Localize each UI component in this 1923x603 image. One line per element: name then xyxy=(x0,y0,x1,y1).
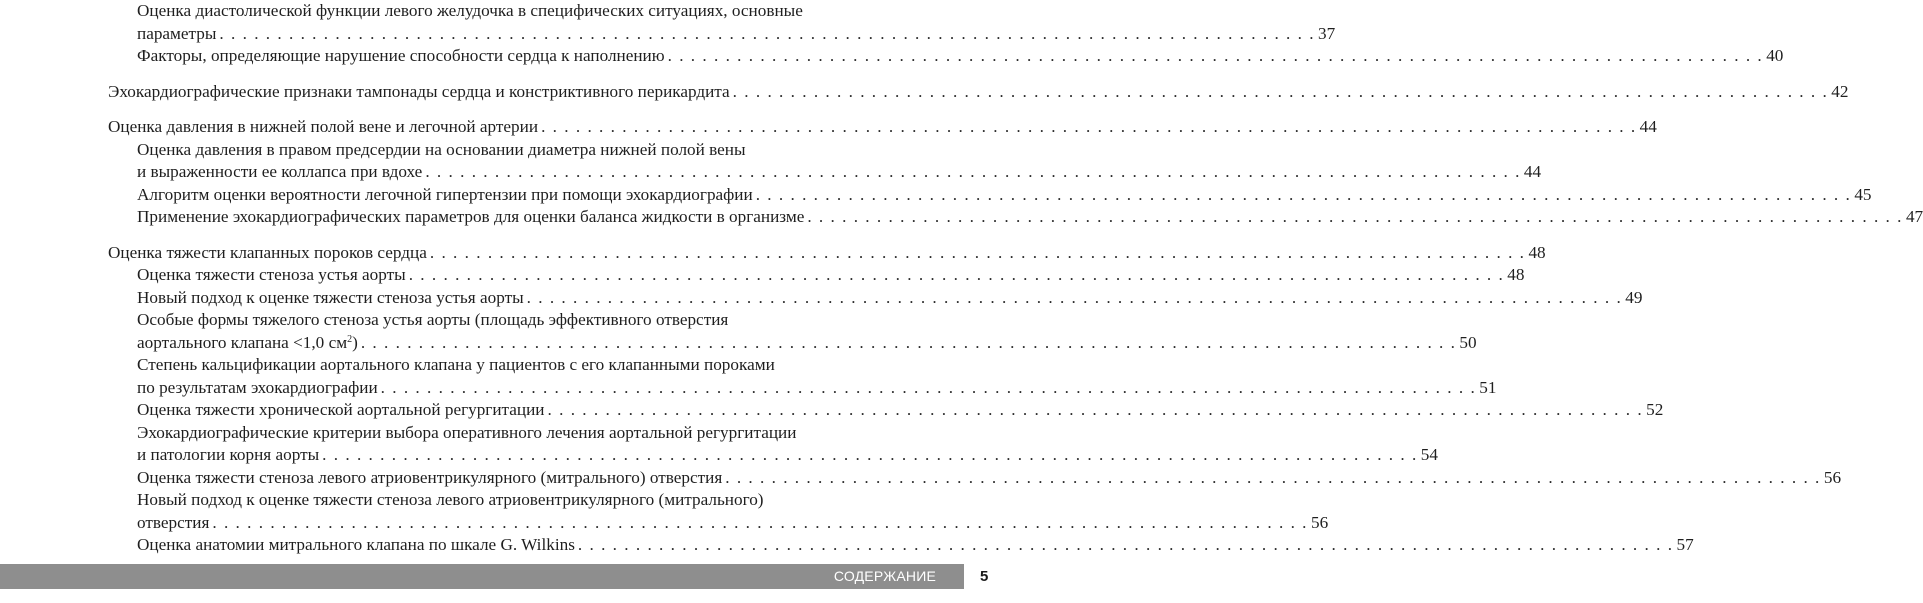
footer-section-label: СОДЕРЖАНИЕ xyxy=(833,568,936,584)
toc-page-number: 40 xyxy=(1766,46,1784,65)
toc-page-number: 49 xyxy=(1625,287,1643,307)
toc-line xyxy=(108,206,1923,229)
toc-line xyxy=(108,489,996,512)
toc-entry-text xyxy=(137,467,722,490)
toc-entry-text-part: отверстия xyxy=(137,512,210,532)
toc-entry-text xyxy=(137,287,524,310)
toc-entry-text-part: Новый подход к оценке тяжести стеноза устья аорты xyxy=(137,287,524,307)
toc-leader-dots: . . . . . . . . . . . . . . . . . . . . . . . . . . . . . . . . . . . . . . . . . . . . . . . . . . . . . . . . . . . . . . . . . . . . . . . . . . . . . . . . . . . . . . . . . . . . . . . xyxy=(577,535,1674,554)
toc-entry-text xyxy=(137,399,545,422)
toc-page-number: 48 xyxy=(1507,265,1525,284)
toc-page-number: 50 xyxy=(1459,332,1477,352)
toc-subsection-entry[interactable] xyxy=(108,534,1694,557)
toc-leader-dots: . . . . . . . . . . . . . . . . . . . . . . . . . . . . . . . . . . . . . . . . . . . . . . . . . . . . . . . . . . . . . . . . . . . . . . . . . . . . . . . . . . . . . . . . . . . . . . . xyxy=(725,467,1821,487)
toc-entry-text xyxy=(108,242,427,265)
toc-section-entry[interactable] xyxy=(108,116,1657,139)
toc-entry-text xyxy=(137,23,216,46)
toc-entry-text-part: Факторы, определяющие нарушение способности сердца к наполнению xyxy=(137,46,665,65)
toc-subsection-entry[interactable] xyxy=(108,399,1664,422)
toc-line xyxy=(108,399,1664,422)
toc-leader-dots: . . . . . . . . . . . . . . . . . . . . . . . . . . . . . . . . . . . . . . . . . . . . . . . . . . . . . . . . . . . . . . . . . . . . . . . . . . . . . . . . . . . . . . . . . . . . . . . xyxy=(212,512,1308,532)
toc-subsection-entry[interactable] xyxy=(108,422,1438,467)
toc-line xyxy=(108,116,1657,139)
toc-leader-dots: . . . . . . . . . . . . . . . . . . . . . . . . . . . . . . . . . . . . . . . . . . . . . . . . . . . . . . . . . . . . . . . . . . . . . . . . . . . . . . . . . . . . . . . . . . . . . . . xyxy=(755,184,1852,204)
toc-entry-text xyxy=(137,264,406,287)
toc-gap xyxy=(108,68,996,81)
toc-subsection-entry[interactable] xyxy=(108,45,1784,68)
toc-page-number: 56 xyxy=(1310,512,1329,532)
toc-page-number: 56 xyxy=(1823,467,1842,487)
toc-line xyxy=(108,377,1497,400)
toc-line xyxy=(108,23,1336,46)
toc-subsection-entry[interactable] xyxy=(108,264,1525,287)
toc-entry-text-part: Эхокардиографические признаки тампонады сердца и констриктивного перикардита xyxy=(108,81,730,101)
toc-entry-text-part: Оценка тяжести стеноза левого атриовентрикулярного (митрального) отверстия xyxy=(137,467,723,487)
toc-line xyxy=(108,332,1477,355)
page-number: 5 xyxy=(980,568,989,585)
toc-entry-text: Степень кальцификации аортального клапана у пациентов с его клапанными пороками xyxy=(137,355,775,374)
toc-leader-dots: . . . . . . . . . . . . . . . . . . . . . . . . . . . . . . . . . . . . . . . . . . . . . . . . . . . . . . . . . . . . . . . . . . . . . . . . . . . . . . . . . . . . . . . . . . . . . . . xyxy=(360,332,1457,352)
toc-subsection-entry[interactable] xyxy=(108,489,1329,534)
toc-leader-dots: . . . . . . . . . . . . . . . . . . . . . . . . . . . . . . . . . . . . . . . . . . . . . . . . . . . . . . . . . . . . . . . . . . . . . . . . . . . . . . . . . . . . . . . . . . . . . . . xyxy=(322,445,1418,464)
toc-entry-text-part: Оценка тяжести хронической аортальной регургитации xyxy=(137,400,545,419)
toc-entry-text: Особые формы тяжелого стеноза устья аорты (площадь эффективного отверстия xyxy=(137,310,729,329)
toc-entry-text-part: Применение эхокардиографических параметров для оценки баланса жидкости в организме xyxy=(137,207,805,226)
toc-page-number: 44 xyxy=(1523,162,1542,181)
toc-subsection-entry[interactable] xyxy=(108,139,1542,184)
toc-entry-text xyxy=(137,534,575,557)
toc-line xyxy=(108,444,1438,467)
toc-line xyxy=(108,139,996,162)
toc-entry-text xyxy=(137,206,804,229)
toc-line xyxy=(108,534,1694,557)
toc-entry-text-part: Оценка тяжести стеноза устья аорты xyxy=(137,265,406,284)
toc-section-entry[interactable] xyxy=(108,242,1546,265)
toc-subsection-entry[interactable] xyxy=(108,467,1842,490)
toc-leader-dots: . . . . . . . . . . . . . . . . . . . . . . . . . . . . . . . . . . . . . . . . . . . . . . . . . . . . . . . . . . . . . . . . . . . . . . . . . . . . . . . . . . . . . . . . . . . . . . . xyxy=(526,287,1623,307)
toc-line xyxy=(108,287,1643,310)
toc-line xyxy=(108,467,1842,490)
toc-line xyxy=(108,0,996,23)
toc-subsection-entry[interactable] xyxy=(108,287,1643,310)
toc-subsection-entry[interactable] xyxy=(108,354,1497,399)
toc-page-number: 47 xyxy=(1905,207,1923,226)
toc-entry-text: Оценка давления в правом предсердии на основании диаметра нижней полой вены xyxy=(137,139,746,159)
toc-leader-dots: . . . . . . . . . . . . . . . . . . . . . . . . . . . . . . . . . . . . . . . . . . . . . . . . . . . . . . . . . . . . . . . . . . . . . . . . . . . . . . . . . . . . . . . . . . . . . . . xyxy=(541,117,1637,136)
toc-line xyxy=(108,309,996,332)
toc-entry-text xyxy=(137,512,209,535)
toc-entry-text-part: параметры xyxy=(137,23,217,43)
toc-line xyxy=(108,422,996,445)
toc-entry-superscript: 2 xyxy=(347,333,353,345)
toc-line xyxy=(108,184,1872,207)
toc-leader-dots: . . . . . . . . . . . . . . . . . . . . . . . . . . . . . . . . . . . . . . . . . . . . . . . . . . . . . . . . . . . . . . . . . . . . . . . . . . . . . . . . . . . . . . . . . . . . . . . xyxy=(807,207,1903,226)
toc-entry-text xyxy=(137,377,378,400)
toc-entry-text-part: Оценка давления в нижней полой вене и легочной артерии xyxy=(108,117,539,136)
toc-section-entry[interactable] xyxy=(108,81,1849,104)
toc-leader-dots: . . . . . . . . . . . . . . . . . . . . . . . . . . . . . . . . . . . . . . . . . . . . . . . . . . . . . . . . . . . . . . . . . . . . . . . . . . . . . . . . . . . . . . . . . . . . . . . xyxy=(429,242,1526,262)
toc-entry-text-part: Оценка анатомии митрального клапана по шкале G. Wilkins xyxy=(137,535,575,554)
toc-page-number: 57 xyxy=(1676,535,1694,554)
toc-gap xyxy=(108,103,996,116)
toc-entry-text xyxy=(108,116,538,139)
toc-entry-text xyxy=(108,81,730,104)
toc-line xyxy=(108,354,996,377)
footer-bar xyxy=(0,564,964,589)
toc-page-number: 54 xyxy=(1420,445,1438,464)
toc-entry-text: Новый подход к оценке тяжести стеноза левого атриовентрикулярного (митрального) xyxy=(137,490,764,509)
toc-leader-dots: . . . . . . . . . . . . . . . . . . . . . . . . . . . . . . . . . . . . . . . . . . . . . . . . . . . . . . . . . . . . . . . . . . . . . . . . . . . . . . . . . . . . . . . . . . . . . . . xyxy=(547,400,1644,419)
toc-line xyxy=(108,512,1329,535)
toc-leader-dots: . . . . . . . . . . . . . . . . . . . . . . . . . . . . . . . . . . . . . . . . . . . . . . . . . . . . . . . . . . . . . . . . . . . . . . . . . . . . . . . . . . . . . . . . . . . . . . . xyxy=(408,265,1505,284)
toc-gap xyxy=(108,229,996,242)
toc-entry-text-tail: ) xyxy=(352,332,358,352)
toc-entry-text-part: и выраженности ее коллапса при вдохе xyxy=(137,162,423,181)
toc-page-number: 51 xyxy=(1479,377,1497,397)
toc-entry-text xyxy=(137,332,358,355)
toc-leader-dots: . . . . . . . . . . . . . . . . . . . . . . . . . . . . . . . . . . . . . . . . . . . . . . . . . . . . . . . . . . . . . . . . . . . . . . . . . . . . . . . . . . . . . . . . . . . . . . . xyxy=(380,377,1477,397)
table-of-contents xyxy=(108,0,1923,557)
toc-entry-text-part: аортального клапана <1,0 см xyxy=(137,332,348,352)
toc-leader-dots: . . . . . . . . . . . . . . . . . . . . . . . . . . . . . . . . . . . . . . . . . . . . . . . . . . . . . . . . . . . . . . . . . . . . . . . . . . . . . . . . . . . . . . . . . . . . . . . xyxy=(425,162,1521,181)
toc-entry-text-part: Алгоритм оценки вероятности легочной гипертензии при помощи эхокардиографии xyxy=(137,184,753,204)
toc-line xyxy=(108,242,1546,265)
toc-entry-text: Оценка диастолической функции левого желудочка в специфических ситуациях, основные xyxy=(137,1,803,20)
toc-entry-text-part: по результатам эхокардиографии xyxy=(137,377,378,397)
toc-leader-dots: . . . . . . . . . . . . . . . . . . . . . . . . . . . . . . . . . . . . . . . . . . . . . . . . . . . . . . . . . . . . . . . . . . . . . . . . . . . . . . . . . . . . . . . . . . . . . . . xyxy=(732,81,1829,101)
toc-entry-text xyxy=(137,444,319,467)
toc-subsection-entry[interactable] xyxy=(108,309,1477,354)
toc-entry-text: Эхокардиографические критерии выбора оперативного лечения аортальной регургитации xyxy=(137,422,797,442)
toc-page-number: 45 xyxy=(1854,184,1872,204)
toc-line xyxy=(108,45,1784,68)
toc-entry-text xyxy=(137,161,422,184)
toc-subsection-entry[interactable] xyxy=(108,0,1336,45)
toc-entry-text xyxy=(137,45,665,68)
toc-page-number: 48 xyxy=(1528,242,1546,262)
toc-page-number: 37 xyxy=(1318,23,1336,43)
toc-entry-text-part: Оценка тяжести клапанных пороков сердца xyxy=(108,242,427,262)
toc-page-number: 42 xyxy=(1831,81,1849,101)
toc-leader-dots: . . . . . . . . . . . . . . . . . . . . . . . . . . . . . . . . . . . . . . . . . . . . . . . . . . . . . . . . . . . . . . . . . . . . . . . . . . . . . . . . . . . . . . . . . . . . . . . xyxy=(667,46,1764,65)
toc-leader-dots: . . . . . . . . . . . . . . . . . . . . . . . . . . . . . . . . . . . . . . . . . . . . . . . . . . . . . . . . . . . . . . . . . . . . . . . . . . . . . . . . . . . . . . . . . . . . . . . xyxy=(219,23,1316,43)
toc-entry-text xyxy=(137,184,753,207)
toc-line xyxy=(108,161,1542,184)
toc-page-number: 44 xyxy=(1639,117,1657,136)
toc-subsection-entry[interactable] xyxy=(108,184,1872,207)
toc-line xyxy=(108,81,1849,104)
toc-line xyxy=(108,264,1525,287)
toc-subsection-entry[interactable] xyxy=(108,206,1923,229)
toc-entry-text-part: и патологии корня аорты xyxy=(137,445,320,464)
toc-page-number: 52 xyxy=(1646,400,1664,419)
